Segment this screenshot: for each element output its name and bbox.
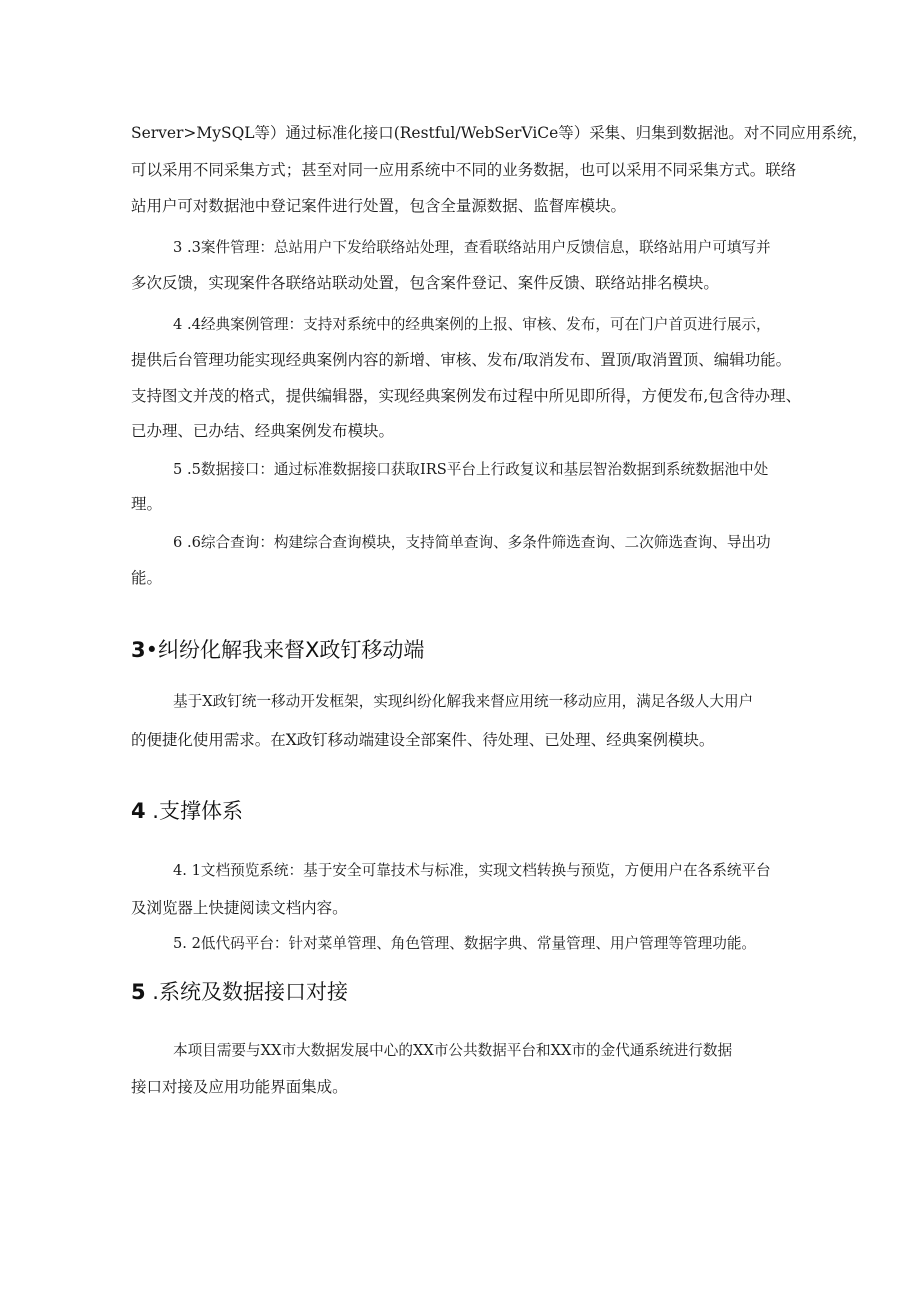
heading-number: 5	[131, 980, 146, 1004]
paragraph-line: 可以采用不同采集方式；甚至对同一应用系统中不同的业务数据，也可以采用不同采集方式。联络	[131, 161, 797, 179]
section-heading-5	[131, 978, 348, 1006]
paragraph-line: 接口对接及应用功能界面集成。	[131, 1078, 348, 1096]
paragraph-line: 6 .6综合查询：构建综合查询模块，支持简单查询、多条件筛选查询、二次筛选查询、导出功	[173, 534, 771, 551]
heading-text: .系统及数据接口对接	[145, 980, 348, 1004]
section-heading-4	[131, 797, 243, 825]
paragraph-line: 已办理、已办结、经典案例发布模块。	[131, 422, 394, 440]
paragraph-line: 支持图文并茂的格式，提供编辑器，实现经典案例发布过程中所见即所得，方便发布,包含待办理、	[131, 387, 802, 405]
paragraph-line: 提供后台管理功能实现经典案例内容的新增、审核、发布/取消发布、置顶/取消置顶、编辑功能。	[131, 351, 792, 369]
heading-number: 4	[131, 799, 146, 823]
paragraph-line: 本项目需要与XX市大数据发展中心的XX市公共数据平台和XX市的金代通系统进行数据	[173, 1042, 733, 1059]
paragraph-line: 理。	[131, 495, 162, 513]
section-heading-3	[131, 636, 424, 664]
paragraph-line: 站用户可对数据池中登记案件进行处置，包含全量源数据、监督库模块。	[131, 197, 627, 215]
heading-text: •纠纷化解我来督X政钉移动端	[145, 638, 425, 662]
paragraph-line: 多次反馈，实现案件各联络站联动处置，包含案件登记、案件反馈、联络站排名模块。	[131, 274, 719, 292]
paragraph-line: 能。	[131, 569, 162, 587]
paragraph-line: 5 .5数据接口：通过标准数据接口获取IRS平台上行政复议和基层智治数据到系统数据池中处	[173, 461, 769, 478]
paragraph-line: 4 .4经典案例管理：支持对系统中的经典案例的上报、审核、发布，可在门户首页进行展示，	[173, 316, 771, 333]
paragraph-line: 4. 1文档预览系统：基于安全可靠技术与标准，实现文档转换与预览，方便用户在各系统平台	[173, 862, 771, 879]
paragraph-line: Server>MySQL等）通过标准化接口(Restful/WebSerViCe等）采集、归集到数据池。对不同应用系统，	[131, 124, 868, 142]
heading-number: 3	[131, 638, 146, 662]
paragraph-line: 及浏览器上快捷阅读文档内容。	[131, 899, 348, 917]
paragraph-line: 基于X政钉统一移动开发框架，实现纠纷化解我来督应用统一移动应用，满足各级人大用户	[173, 693, 754, 710]
paragraph-line: 的便捷化使用需求。在X政钉移动端建设全部案件、待处理、已处理、经典案例模块。	[131, 731, 715, 749]
paragraph-line: 5. 2低代码平台：针对菜单管理、角色管理、数据字典、常量管理、用户管理等管理功能。	[173, 935, 757, 952]
paragraph-line: 3 .3案件管理：总站用户下发给联络站处理，查看联络站用户反馈信息，联络站用户可填写并	[173, 239, 771, 256]
heading-text: .支撑体系	[145, 799, 243, 823]
